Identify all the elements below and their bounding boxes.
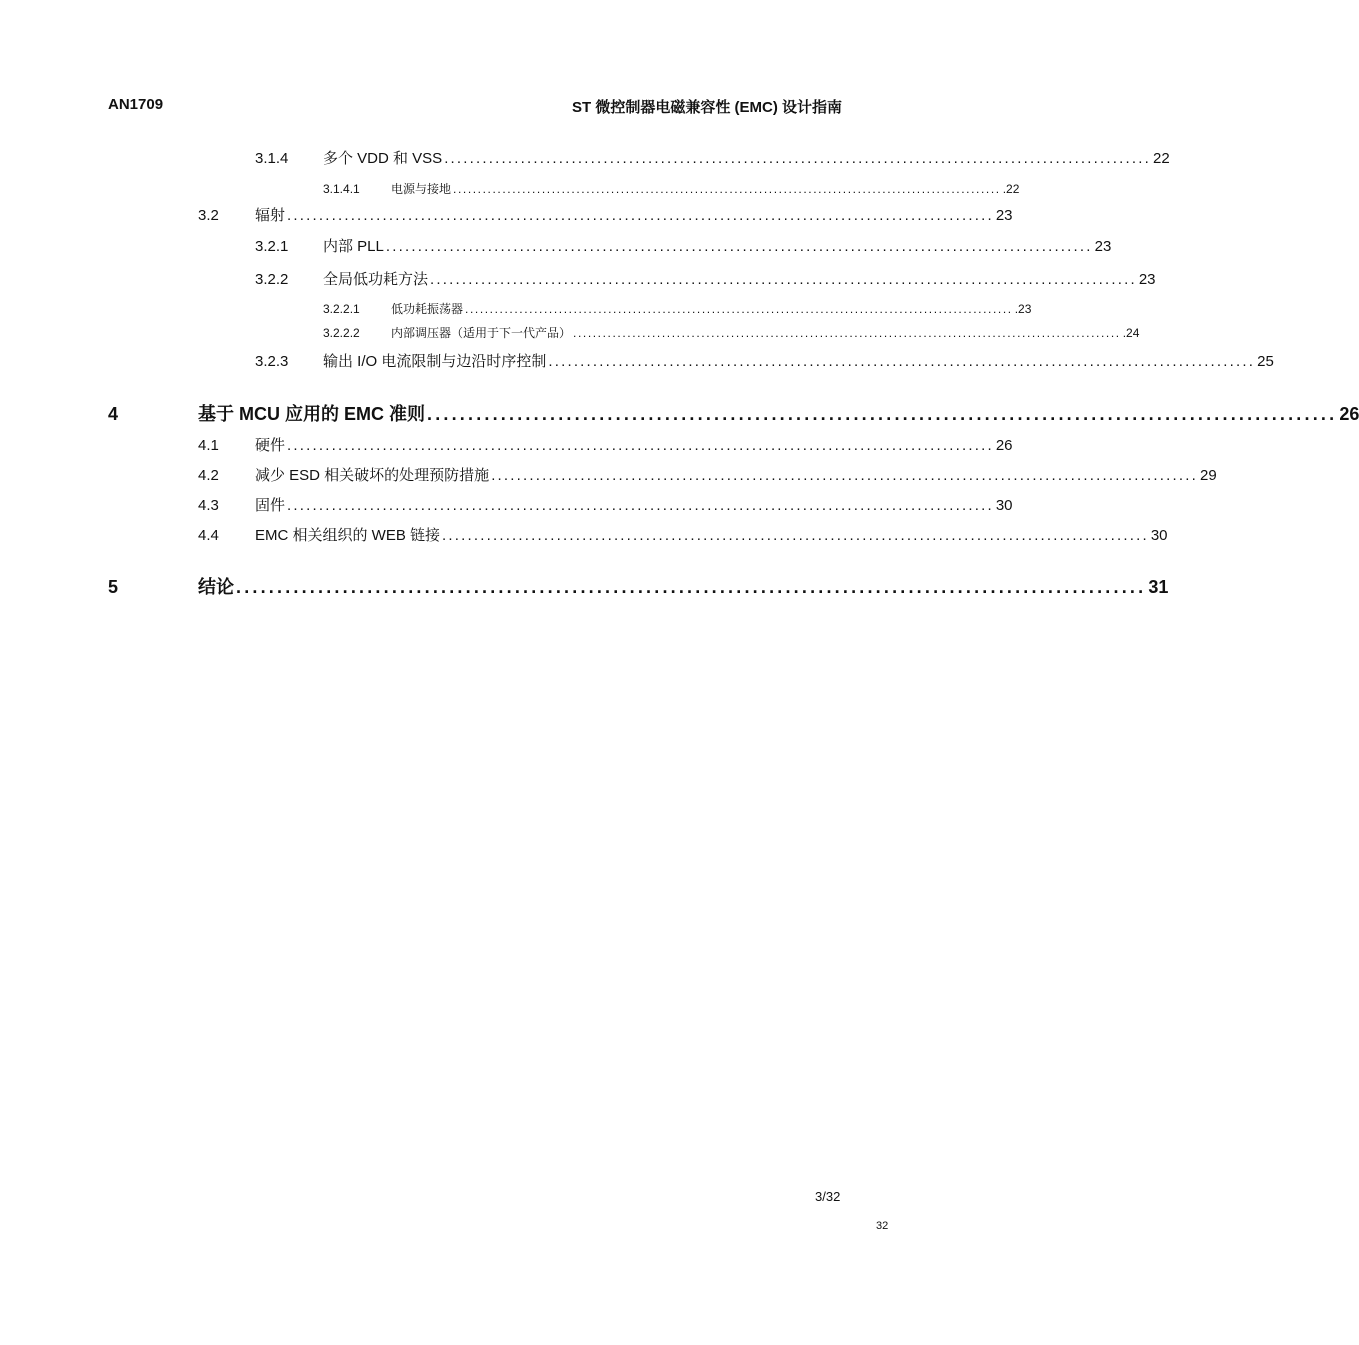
toc-entry-3-1-4-1[interactable] [323,180,1020,197]
toc-page-number: 26 [1339,404,1359,424]
toc-page-number: 31 [1148,577,1169,597]
toc-page-number: .22 [1002,182,1020,196]
toc-title: 减少 ESD 相关破坏的处理预防措施 [255,467,490,484]
toc-page-number: 26 [995,437,1013,454]
toc-page-number: 30 [995,497,1013,514]
toc-title: EMC 相关组织的 WEB 链接 [255,527,441,544]
document-id: AN1709 [108,96,164,113]
toc-entry-3-2-2-1[interactable] [323,300,1032,317]
toc-entry-3-2-1[interactable] [255,235,1112,256]
toc-page-number: 23 [1094,238,1112,255]
toc-entry-4-3[interactable] [198,494,1013,515]
toc-entry-5[interactable] [108,573,1169,599]
toc-entry-3-2-3[interactable] [255,350,1274,371]
leader-dots: ............................................................................................................... [548,353,1256,370]
leader-dots: ............................................................................................................... [427,404,1338,424]
total-pages: 32 [876,1220,889,1232]
toc-number: 4.1 [198,437,219,454]
toc-page-number: 23 [995,207,1013,224]
toc-title: 输出 I/O 电流限制与边沿时序控制 [323,353,547,370]
toc-number: 3.2.3 [255,353,289,370]
toc-entry-3-2[interactable] [198,204,1013,225]
toc-page-number: 22 [1152,150,1170,167]
leader-dots: ............................................................................................................... [444,150,1151,167]
toc-title: 结论 [198,577,234,597]
document-title: ST 微控制器电磁兼容性 (EMC) 设计指南 [572,99,842,116]
toc-entry-3-1-4[interactable] [255,147,1170,168]
leader-dots: ............................................................................................................... [287,497,994,514]
leader-dots: ............................................................................................................... [442,527,1149,544]
toc-page-number: .23 [1014,302,1032,316]
toc-title: 内部调压器（适用于下一代产品） [391,326,572,340]
leader-dots: ............................................................................................................... [573,326,1121,340]
toc-entry-4-4[interactable] [198,524,1168,545]
toc-number: 4.4 [198,527,219,544]
leader-dots: ............................................................................................................... [453,182,1001,196]
leader-dots: ............................................................................................................... [430,271,1137,288]
toc-title: 固件 [255,497,286,514]
page-number: 3/32 [815,1189,841,1204]
leader-dots: ............................................................................................................... [491,467,1198,484]
toc-number: 3.2.1 [255,238,289,255]
toc-title: 全局低功耗方法 [323,271,429,288]
toc-title: 基于 MCU 应用的 EMC 准则 [198,404,425,424]
toc-number: 3.2 [198,207,219,224]
toc-page-number: 30 [1150,527,1168,544]
toc-title: 内部 PLL [323,238,384,255]
toc-number: 3.1.4 [255,150,289,167]
leader-dots: ............................................................................................................... [465,302,1013,316]
toc-page-number: .24 [1122,326,1140,340]
toc-title: 电源与接地 [391,182,452,196]
leader-dots: ............................................................................................................... [287,207,994,224]
toc-entry-4-2[interactable] [198,464,1217,485]
toc-number: 3.2.2.1 [323,302,360,316]
toc-title: 硬件 [255,437,286,454]
leader-dots: ............................................................................................................... [385,238,1093,255]
leader-dots: ............................................................................................................... [287,437,994,454]
toc-number: 4.2 [198,467,219,484]
toc-entry-4-1[interactable] [198,434,1013,455]
toc-entry-4[interactable] [108,400,1359,426]
toc-title: 辐射 [255,207,286,224]
toc-page-number: 23 [1138,271,1156,288]
toc-number: 4.3 [198,497,219,514]
toc-number: 3.2.2 [255,271,289,288]
toc-entry-3-2-2[interactable] [255,268,1156,289]
toc-number: 3.2.2.2 [323,326,360,340]
toc-page-number: 29 [1199,467,1217,484]
toc-entry-3-2-2-2[interactable] [323,324,1140,341]
toc-page-number: 25 [1257,353,1274,370]
toc-title: 多个 VDD 和 VSS [323,150,443,167]
toc-number: 5 [108,577,119,597]
toc-number: 4 [108,404,119,424]
toc-title: 低功耗振荡器 [391,302,464,316]
toc-number: 3.1.4.1 [323,182,360,196]
leader-dots: ............................................................................................................... [236,577,1147,597]
